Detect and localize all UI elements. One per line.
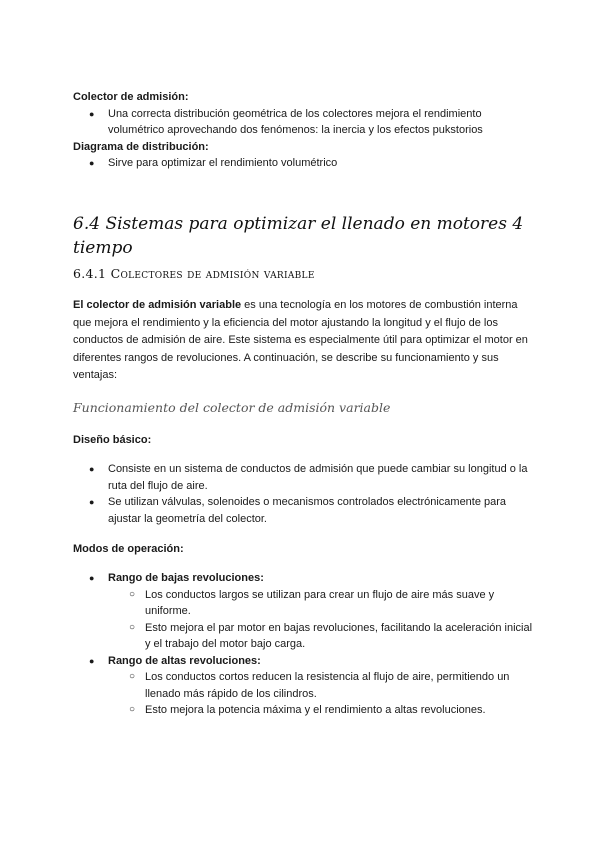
altas-label: ● Rango de altas revoluciones: [73,653,533,670]
bajas-item-2: ○ Esto mejora el par motor en bajas revoluciones, facilitando la aceleración inicial y el trabajo del motor bajo carga. [73,620,533,653]
diseno-label [73,432,533,449]
intro-paragraph [73,297,533,385]
modos-label [73,541,533,558]
diagrama-label: Diagrama de distribución: [73,140,209,153]
altas-item-1: ○ Los conductos cortos reducen la resistencia al flujo de aire, permitiendo un llenado más rápido de los cilindros. [73,669,533,702]
intro-block [73,89,533,172]
modos-label-text: Modos de operación: [73,543,184,555]
bajas-item-1: ○ Los conductos largos se utilizan para crear un flujo de aire más suave y uniforme. [73,587,533,620]
paragraph-bold-term: El colector de admisión variable [73,299,242,311]
modos-list [73,570,533,719]
diseno-label-text: Diseño básico: [73,434,152,446]
diseno-bullet-1: ● Consiste en un sistema de conductos de admisión que puede cambiar su longitud o la ruta del flujo de aire. [73,461,533,494]
subsection-title: 6.4.1 Colectores de admisión variable [73,266,315,281]
paragraph-text: es una tecnología en los motores de combustión interna que mejora el rendimiento y la eficiencia del motor ajustando la longitud y el flujo de los conductos de admisión de aire. Este sistema es especialmente útil para optimizar el motor en diferentes rangos de revoluciones. A continuación, se describe su funcionamiento y sus ventajas: [73,299,528,381]
diseno-list [73,461,533,527]
altas-item-2: ○ Esto mejora la potencia máxima y el rendimiento a altas revoluciones. [73,702,533,719]
colector-label: Colector de admisión: [73,91,189,103]
section-title: 6.4 Sistemas para optimizar el llenado en motores 4 tiempo [73,214,524,258]
diseno-bullet-2: ● Se utilizan válvulas, solenoides o mecanismos controlados electrónicamente para ajustar la geometría del colector. [73,494,533,527]
diagrama-bullet: ● Sirve para optimizar el rendimiento volumétrico [73,155,533,172]
bajas-label: ● Rango de bajas revoluciones: [73,570,533,587]
colector-bullet: ● Una correcta distribución geométrica de los colectores mejora el rendimiento volumétrico aprovechando dos fenómenos: la inercia y los efectos pukstorios [73,106,533,139]
funcionamiento-heading: Funcionamiento del colector de admisión variable [73,400,391,415]
